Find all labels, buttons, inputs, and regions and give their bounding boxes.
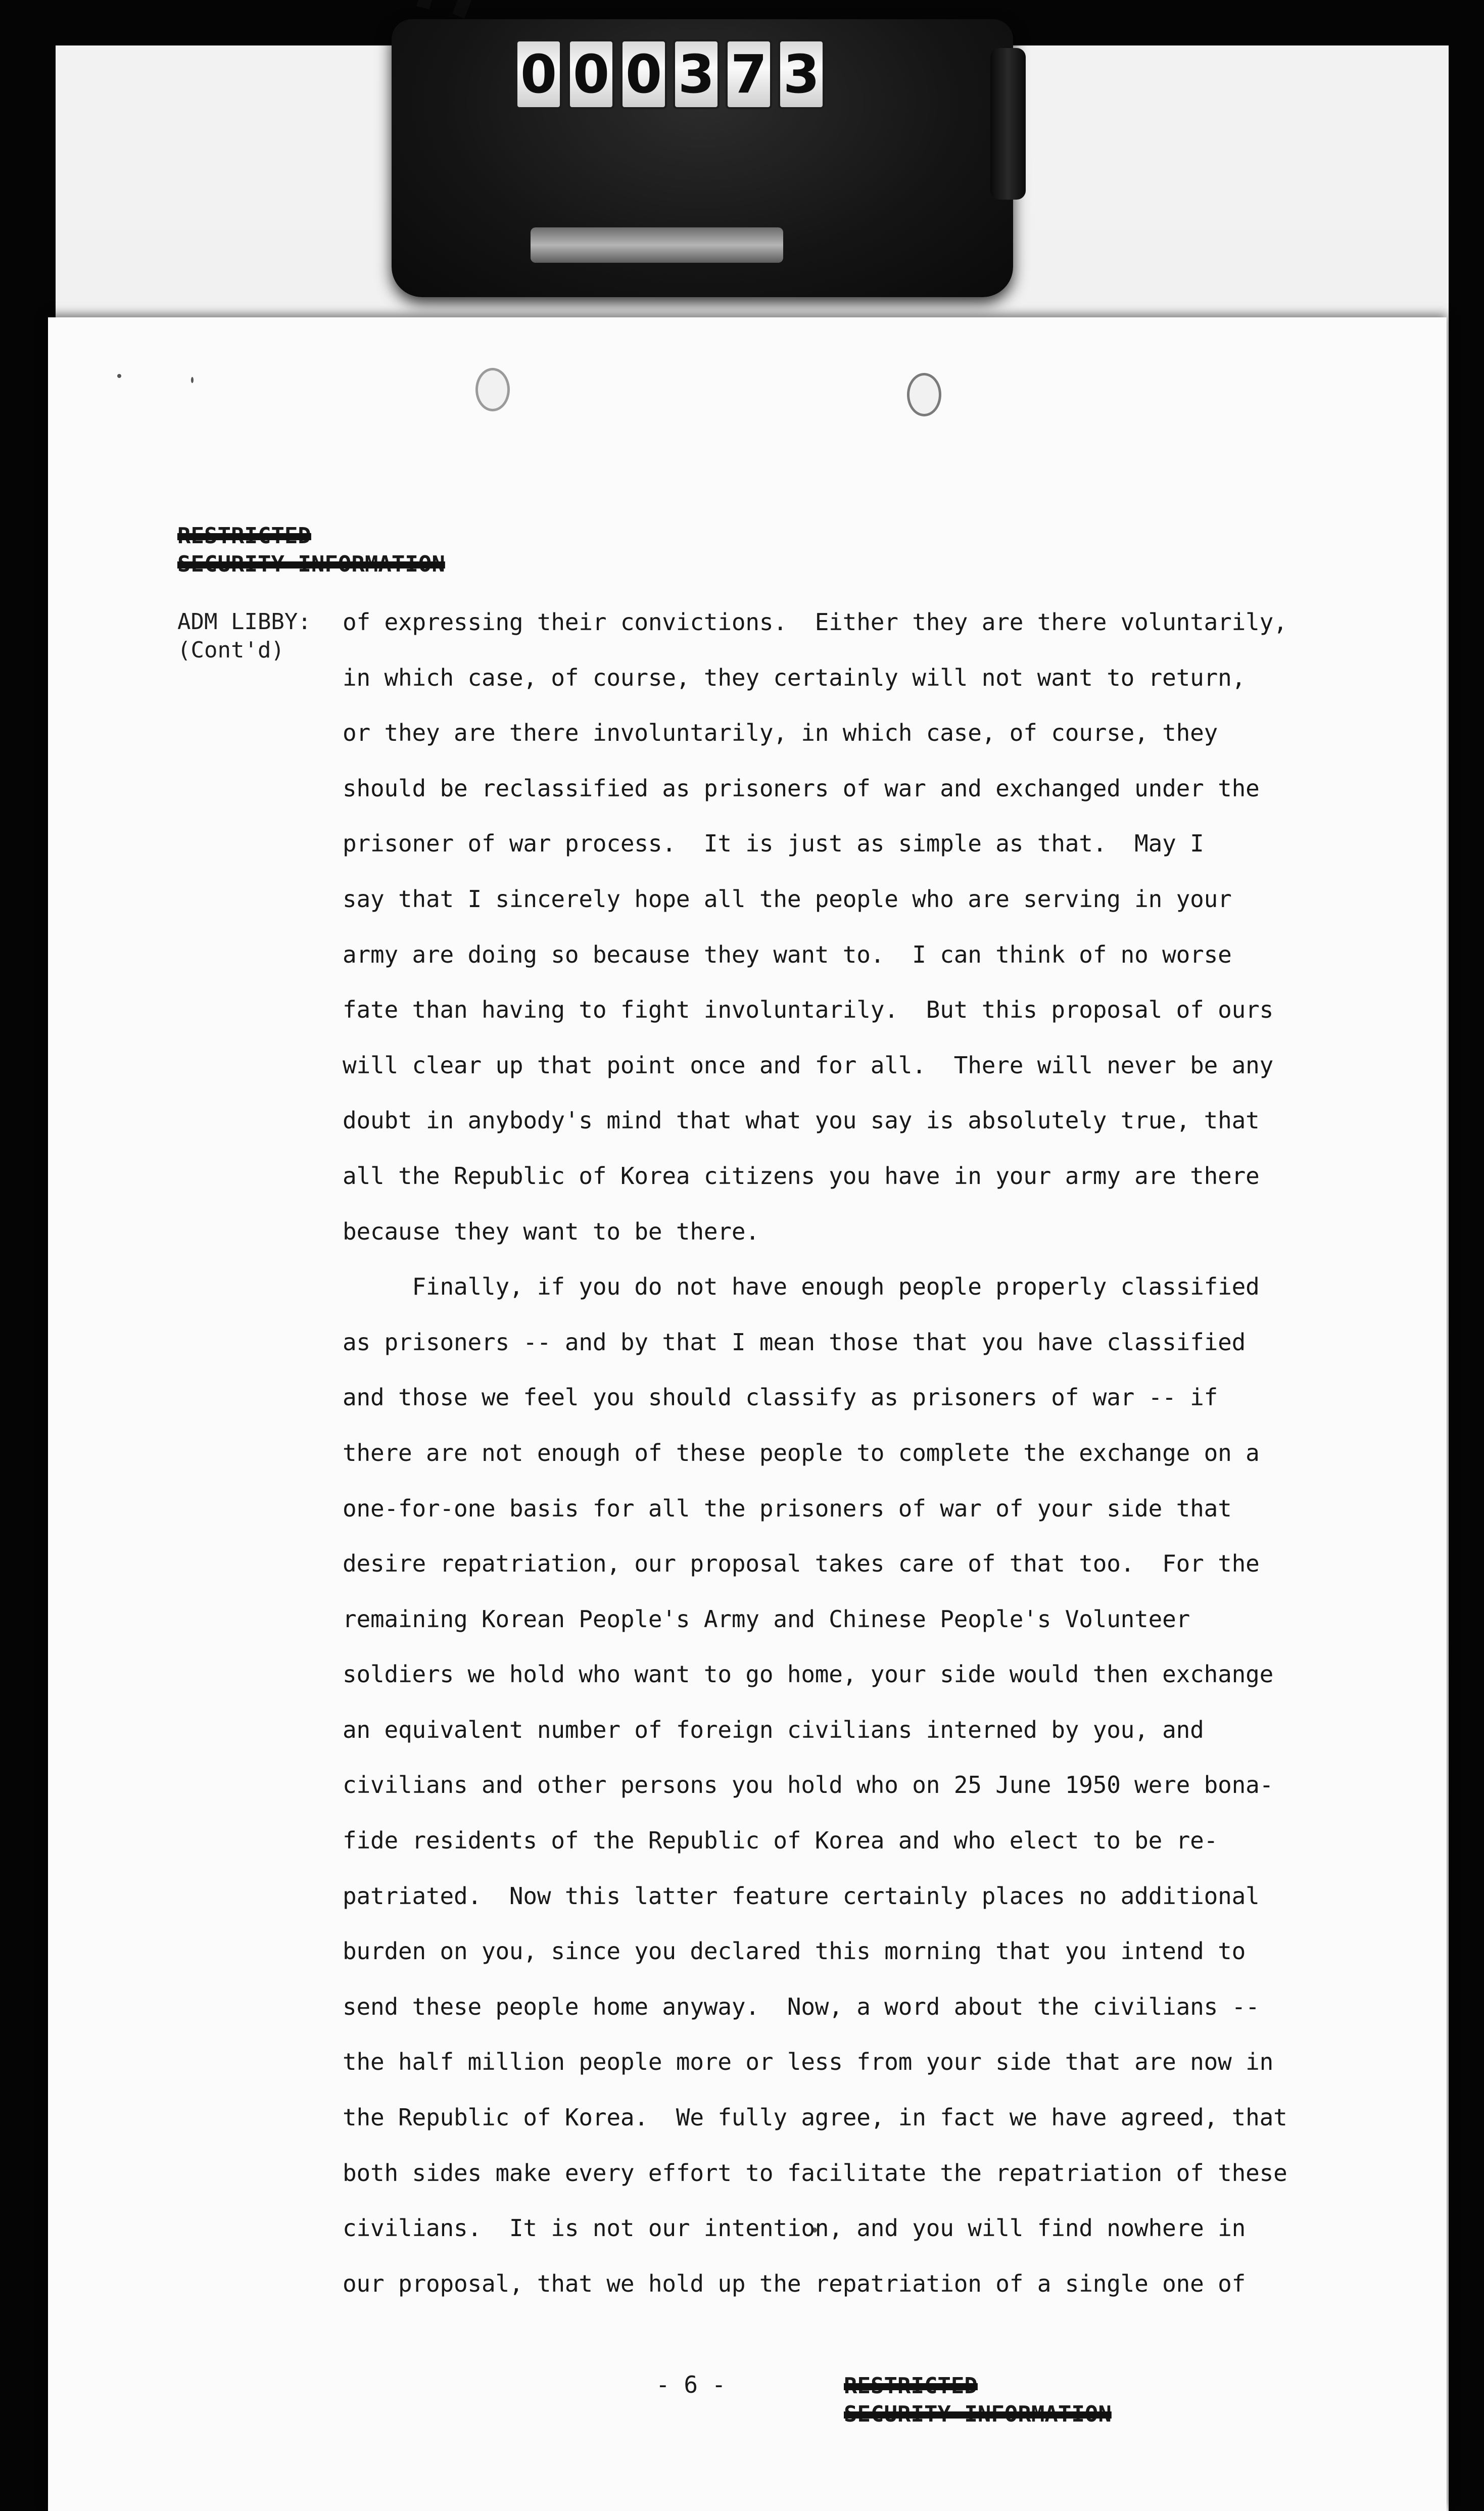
body-line: fate than having to fight involuntarily. But this proposal of ours	[343, 996, 1274, 1024]
speaker-label	[177, 608, 311, 665]
body-line: because they want to be there.	[343, 1217, 759, 1245]
classification-security-information: SECURITY INFORMATION	[844, 2401, 1112, 2427]
body-line: desire repatriation, our proposal takes care of that too. For the	[343, 1550, 1260, 1578]
body-line: soldiers we hold who want to go home, your side would then exchange	[343, 1661, 1274, 1688]
body-line: should be reclassified as prisoners of war and exchanged under the	[343, 774, 1260, 802]
body-line: will clear up that point once and for all. There will never be any	[343, 1051, 1274, 1079]
counter-digit: 3	[778, 39, 825, 109]
punch-hole	[475, 368, 510, 411]
speaker-name: ADM LIBBY:	[177, 609, 311, 635]
body-line: doubt in anybody's mind that what you say is absolutely true, that	[343, 1107, 1260, 1134]
document-page	[48, 317, 1447, 2511]
body-line: the Republic of Korea. We fully agree, in fact we have agreed, that	[343, 2104, 1287, 2131]
footer-classification-stamp	[844, 2372, 1112, 2429]
body-line: the half million people more or less from your side that are now in	[343, 2048, 1274, 2076]
body-line: civilians and other persons you hold who on 25 June 1950 were bona-	[343, 1771, 1274, 1799]
speaker-continued: (Cont'd)	[177, 637, 284, 663]
body-line: remaining Korean People's Army and Chinese People's Volunteer	[343, 1605, 1190, 1633]
body-line: our proposal, that we hold up the repatriation of a single one of	[343, 2269, 1246, 2297]
body-line: an equivalent number of foreign civilians interned by you, and	[343, 1716, 1204, 1743]
transcript-body	[343, 608, 1454, 2325]
body-line: burden on you, since you declared this morning that you intend to	[343, 1937, 1246, 1965]
body-line: or they are there involuntarily, in which case, of course, they	[343, 719, 1218, 747]
page-number: - 6 -	[656, 2371, 726, 2398]
counter-digit: 0	[515, 39, 562, 109]
header-classification-stamp	[177, 522, 445, 579]
body-line: in which case, of course, they certainly will not want to return,	[343, 664, 1246, 691]
counter-plate	[531, 227, 783, 263]
counter-digit: 0	[568, 39, 614, 109]
body-line: civilians. It is not our intention, and you will find nowhere in	[343, 2214, 1246, 2242]
body-line: send these people home anyway. Now, a word about the civilians --	[343, 1993, 1260, 2020]
body-line: prisoner of war process. It is just as simple as that. May I	[343, 830, 1204, 858]
classification-security-information: SECURITY INFORMATION	[177, 551, 445, 577]
body-line: there are not enough of these people to complete the exchange on a	[343, 1439, 1260, 1466]
body-line: Finally, if you do not have enough people properly classified	[343, 1273, 1260, 1301]
body-line: all the Republic of Korea citizens you have in your army are there	[343, 1162, 1260, 1190]
classification-restricted: RESTRICTED	[177, 523, 311, 549]
body-line: one-for-one basis for all the prisoners of war of your side that	[343, 1494, 1232, 1522]
body-line: both sides make every effort to facilitate the repatriation of these	[343, 2159, 1287, 2187]
counter-digit: 0	[620, 39, 667, 109]
body-line: fide residents of the Republic of Korea and who elect to be re-	[343, 1827, 1218, 1855]
punch-hole	[907, 373, 941, 416]
body-line: say that I sincerely hope all the people who are serving in your	[343, 885, 1232, 913]
counter-knob	[990, 48, 1026, 200]
body-line: patriated. Now this latter feature certainly places no additional	[343, 1882, 1260, 1910]
body-line: as prisoners -- and by that I mean those that you have classified	[343, 1328, 1246, 1356]
counter-digit: 3	[673, 39, 720, 109]
body-line: of expressing their convictions. Either they are there voluntarily,	[343, 608, 1287, 636]
body-line: army are doing so because they want to. I can think of no worse	[343, 940, 1232, 968]
body-line: and those we feel you should classify as prisoners of war -- if	[343, 1384, 1218, 1411]
frame-counter	[515, 39, 825, 105]
classification-restricted: RESTRICTED	[844, 2373, 978, 2399]
counter-digit: 7	[726, 39, 772, 109]
